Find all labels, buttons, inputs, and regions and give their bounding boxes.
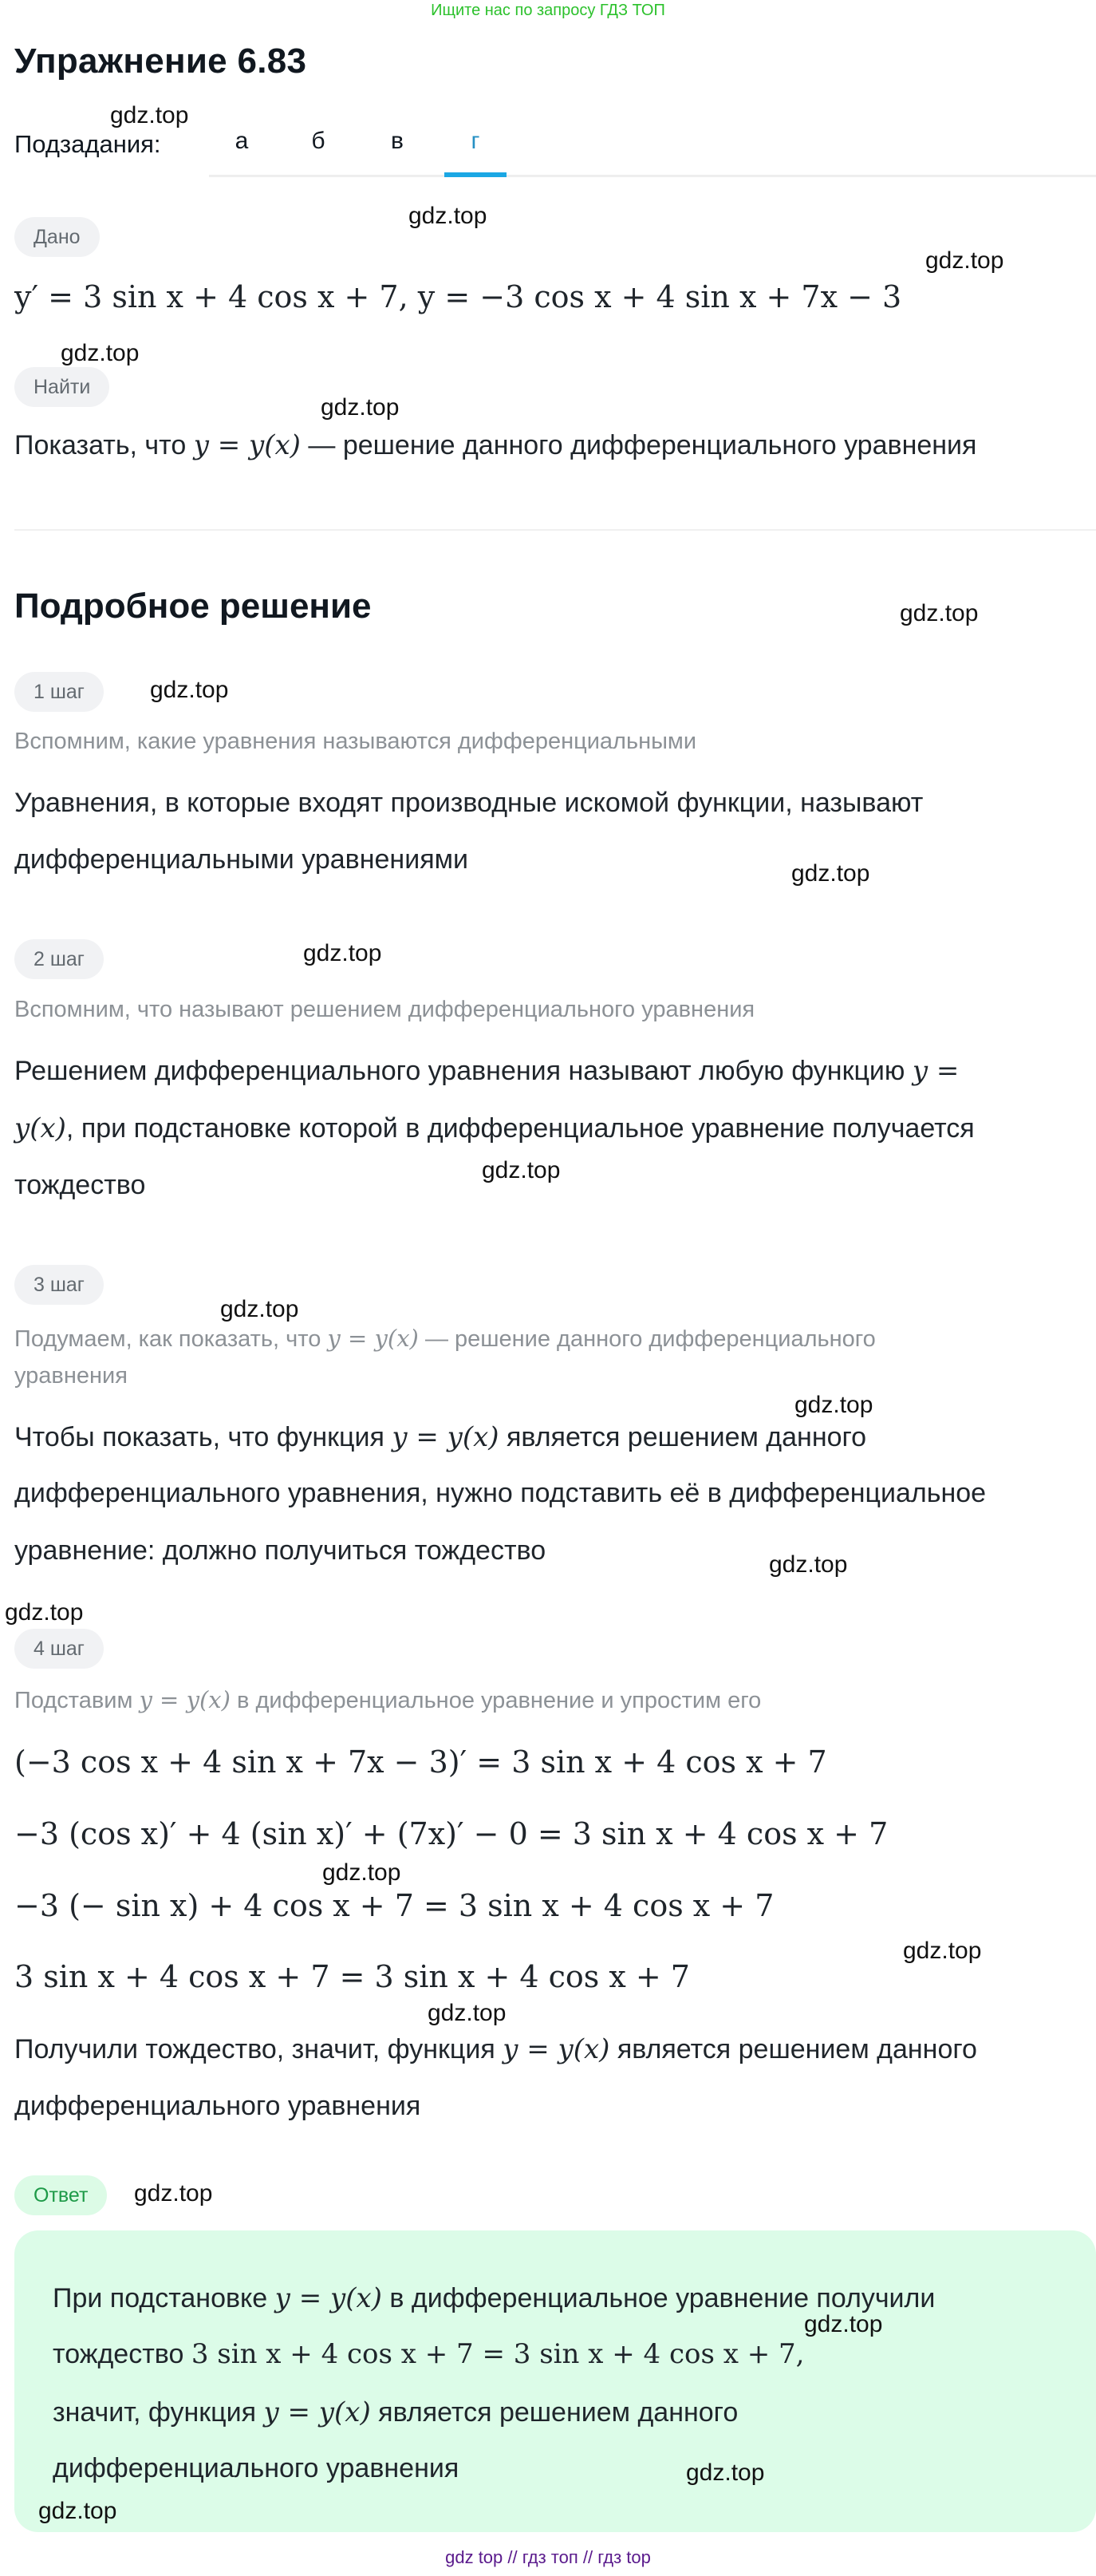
equation-line-3: −3 (− sin x) + 4 cos x + 7 = 3 sin x + 4 cos x + 7 xyxy=(14,1888,775,1923)
step-4-conclusion-line2: дифференциального уравнения xyxy=(14,2091,421,2121)
watermark: gdz.top xyxy=(686,2459,765,2486)
solution-title: Подробное решение xyxy=(14,587,372,626)
watermark: gdz.top xyxy=(322,1859,401,1886)
subtasks-label: Подзадания: xyxy=(14,130,161,158)
given-formula: y′ = 3 sin x + 4 cos x + 7, y = −3 cos x + 4 sin x + 7x − 3 xyxy=(14,279,902,314)
step-2-text-line: y(x), при подстановке которой в дифференциальное уравнение получается xyxy=(14,1112,975,1144)
find-badge: Найти xyxy=(14,367,109,407)
given-badge: Дано xyxy=(14,217,100,257)
footer-links[interactable]: gdz top // гдз топ // гдз top xyxy=(445,2547,651,2567)
watermark: gdz.top xyxy=(38,2498,117,2524)
step-3-badge: 3 шаг xyxy=(14,1265,104,1305)
watermark: gdz.top xyxy=(134,2180,213,2207)
tab-a[interactable]: а xyxy=(235,128,249,154)
step-2-hint: Вспомним, что называют решением дифференциального уравнения xyxy=(14,997,755,1022)
step-3-hint: Подумаем, как показать, что y = y(x) — решение данного дифференциального xyxy=(14,1325,876,1352)
section-divider xyxy=(14,529,1096,531)
step-3-text-line: Чтобы показать, что функция y = y(x) является решением данного xyxy=(14,1421,867,1453)
step-3-text-line: уравнение: должно получиться тождество xyxy=(14,1535,546,1566)
watermark: gdz.top xyxy=(408,203,487,229)
tabs-divider xyxy=(209,175,1096,177)
tab-b[interactable]: б xyxy=(311,128,325,154)
watermark: gdz.top xyxy=(5,1599,84,1626)
step-2-text-line: тождество xyxy=(14,1170,146,1200)
watermark: gdz.top xyxy=(303,940,382,966)
watermark: gdz.top xyxy=(900,600,979,626)
active-tab-indicator xyxy=(444,172,507,177)
step-4-conclusion: Получили тождество, значит, функция y = y(x) является решением данного xyxy=(14,2033,977,2065)
find-text: Показать, что y = y(x) — решение данного дифференциального уравнения xyxy=(14,429,977,461)
watermark: gdz.top xyxy=(925,247,1004,274)
answer-line: значит, функция y = y(x) является решением данного xyxy=(53,2396,739,2428)
search-banner: Ищите нас по запросу ГДЗ ТОП xyxy=(431,2,665,19)
watermark: gdz.top xyxy=(903,1938,982,1964)
answer-box xyxy=(14,2230,1096,2532)
step-4-hint: Подставим y = y(x) в дифференциальное уравнение и упростим его xyxy=(14,1686,762,1713)
step-1-hint: Вспомним, какие уравнения называются дифференциальными xyxy=(14,729,697,754)
watermark: gdz.top xyxy=(150,677,229,703)
watermark: gdz.top xyxy=(428,2000,507,2026)
step-3-text-line: дифференциального уравнения, нужно подставить её в дифференциальное xyxy=(14,1478,987,1508)
watermark: gdz.top xyxy=(769,1551,848,1578)
watermark: gdz.top xyxy=(61,340,140,366)
answer-line: дифференциального уравнения xyxy=(53,2453,459,2483)
watermark: gdz.top xyxy=(804,2311,883,2337)
watermark: gdz.top xyxy=(482,1157,561,1183)
step-1-text-line: Уравнения, в которые входят производные искомой функции, называют xyxy=(14,788,924,818)
step-1-text-line: дифференциальными уравнениями xyxy=(14,844,468,875)
step-1-badge: 1 шаг xyxy=(14,672,104,712)
watermark: gdz.top xyxy=(321,394,400,421)
equation-line-2: −3 (cos x)′ + 4 (sin x)′ + (7x)′ − 0 = 3 sin x + 4 cos x + 7 xyxy=(14,1816,889,1851)
step-3-hint-line2: уравнения xyxy=(14,1363,128,1389)
answer-line: тождество 3 sin x + 4 cos x + 7 = 3 sin x + 4 cos x + 7, xyxy=(53,2338,805,2370)
watermark: gdz.top xyxy=(110,102,189,128)
answer-line: При подстановке y = y(x) в дифференциальное уравнение получили xyxy=(53,2282,936,2314)
page-title: Упражнение 6.83 xyxy=(14,41,307,81)
step-4-badge: 4 шаг xyxy=(14,1629,104,1669)
equation-line-4: 3 sin x + 4 cos x + 7 = 3 sin x + 4 cos x + 7 xyxy=(14,1959,690,1994)
watermark: gdz.top xyxy=(220,1296,299,1322)
step-2-badge: 2 шаг xyxy=(14,939,104,979)
tab-g[interactable]: г xyxy=(471,128,480,154)
watermark: gdz.top xyxy=(794,1392,873,1418)
step-2-text-line: Решением дифференциального уравнения называют любую функцию y = xyxy=(14,1055,960,1087)
equation-line-1: (−3 cos x + 4 sin x + 7x − 3)′ = 3 sin x + 4 cos x + 7 xyxy=(14,1744,827,1780)
watermark: gdz.top xyxy=(791,860,870,887)
tab-v[interactable]: в xyxy=(391,128,404,154)
answer-badge: Ответ xyxy=(14,2175,107,2215)
